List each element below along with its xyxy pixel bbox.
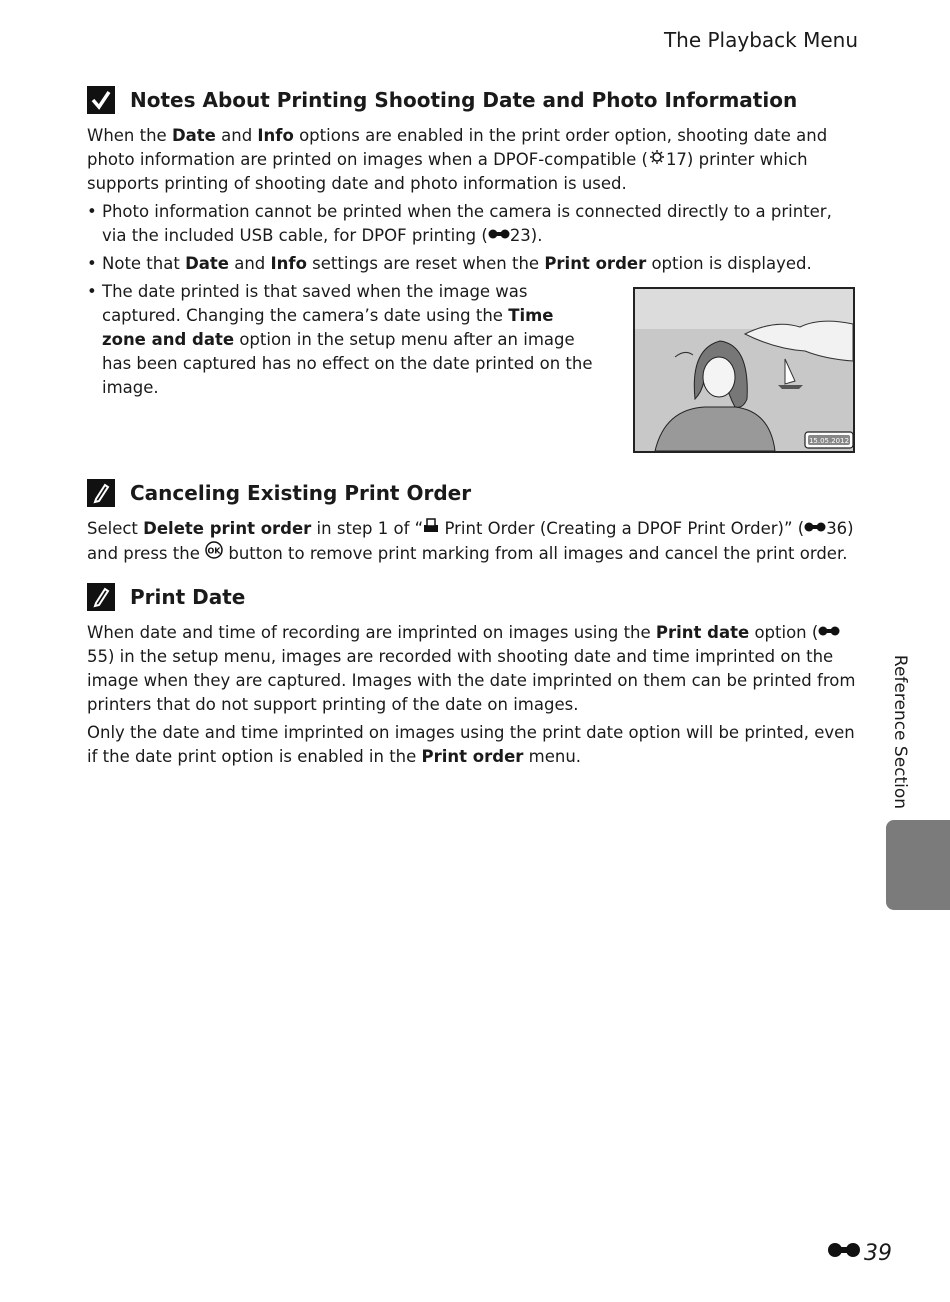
ok-button-icon — [205, 541, 223, 566]
sample-photo-illustration — [633, 287, 855, 453]
list-item: • Note that Date and Info settings are reset when the Print order option is displayed. — [87, 252, 857, 276]
photo-date-stamp: 15.05.2012 — [808, 437, 850, 445]
ok-icon-label: OK — [207, 546, 221, 556]
side-section-label: Reference Section — [890, 654, 910, 810]
section-body: When date and time of recording are imprinted on images using the Print date option (55) in the setup menu, images are recorded with shooting date and time imprinted on the image when they are captured. Images with the date imprinted on them can be printed from printers that do not support printing of the date on images. — [87, 623, 856, 714]
section-body: Only the date and time imprinted on images using the print date option will be printed, even if the date print option is enabled in the Print order menu. — [87, 723, 855, 766]
section-title-row — [87, 84, 857, 116]
check-icon — [87, 86, 115, 114]
section-title-row — [87, 477, 857, 509]
reference-tip-icon — [648, 148, 666, 172]
section-title-row — [87, 581, 857, 613]
reference-e-icon — [818, 621, 840, 645]
section-tab — [886, 820, 950, 910]
list-item: • The date printed is that saved when the image was captured. Changing the camera’s date using the Time zone and date option in the setup menu after an image has been captured has no effect on the date printed on the image. — [87, 280, 602, 400]
pencil-icon — [87, 583, 115, 611]
page-number-value: 39 — [864, 1240, 892, 1266]
section-title: Notes About Printing Shooting Date and Photo Information — [130, 88, 798, 112]
print-order-icon — [423, 517, 439, 541]
canceling-section — [87, 477, 857, 566]
reference-e-icon — [488, 224, 510, 248]
page-header: The Playback Menu — [663, 28, 858, 52]
reference-e-icon — [827, 1240, 861, 1266]
section-intro: When the Date and Info options are enabled in the print order option, shooting date and photo information are printed on images when a DPOF-compatible ( 17) printer which supports printing of shooting date and photo information is used. — [87, 126, 828, 193]
section-body: Select Delete print order in step 1 of “ Print Order (Creating a DPOF Print Order)” ( 36) and press the OK button to remove print marking from all images and cancel the print order. — [87, 517, 857, 566]
section-title: Canceling Existing Print Order — [130, 481, 472, 505]
pencil-icon — [87, 479, 115, 507]
page-number — [827, 1240, 892, 1266]
reference-e-icon — [804, 517, 826, 541]
list-item: • Photo information cannot be printed when the camera is connected directly to a printer, via the included USB cable, for DPOF printing ( 23). — [87, 200, 857, 248]
print-date-section — [87, 581, 857, 769]
section-title: Print Date — [130, 585, 246, 609]
